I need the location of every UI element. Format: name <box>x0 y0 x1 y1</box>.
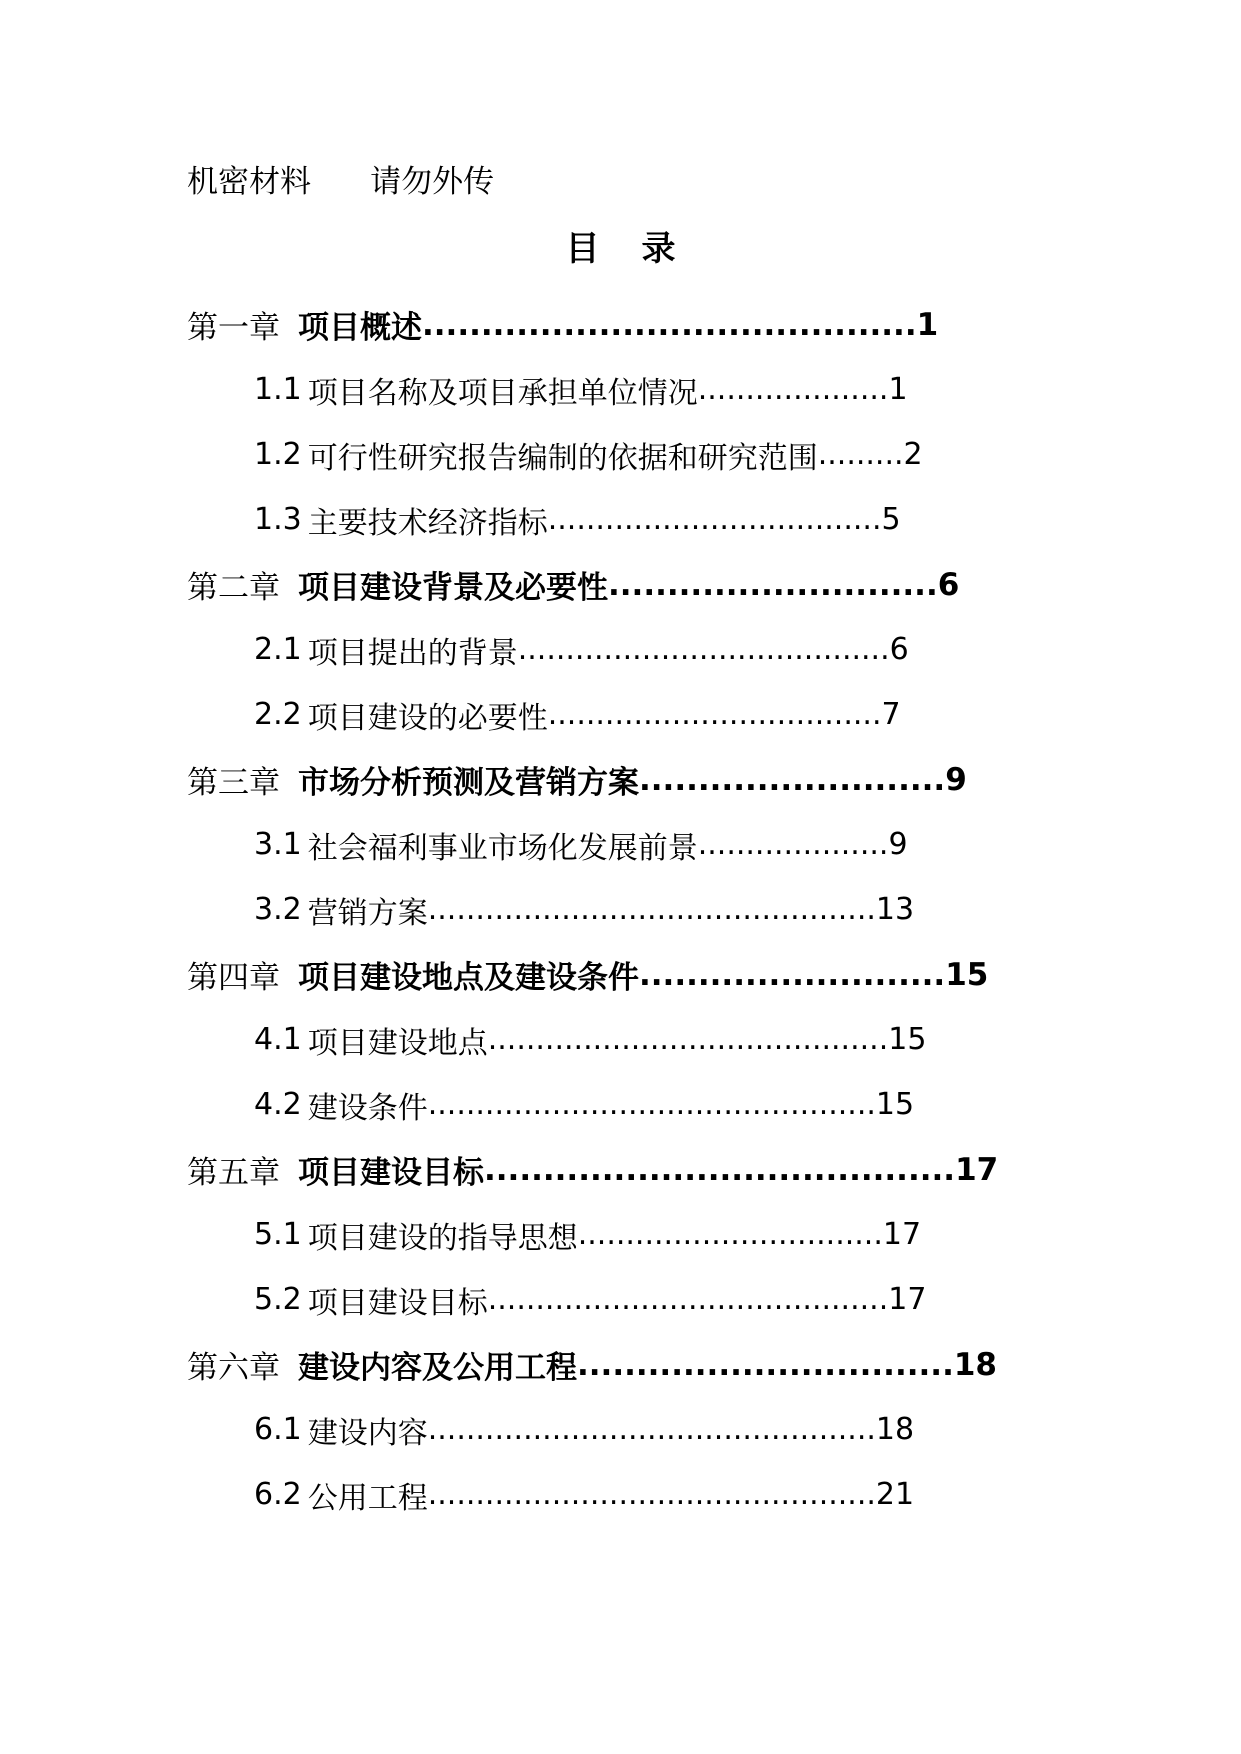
toc-title-right: 录 <box>641 229 676 269</box>
toc-entry-section-4-2[interactable] <box>0 1072 1241 1137</box>
toc-entry-section-1-1[interactable] <box>0 357 1241 422</box>
chapter-number: 第五章 <box>187 1155 280 1191</box>
toc-title <box>0 227 1241 271</box>
section-number: 5.2 <box>254 1282 302 1317</box>
toc-entry-chapter-1[interactable] <box>0 292 1241 357</box>
toc-entry-section-6-2[interactable] <box>0 1462 1241 1527</box>
toc-entry-chapter-6[interactable] <box>0 1332 1241 1397</box>
section-title: 建设内容 <box>307 1415 428 1451</box>
leader-dots: ............................................... <box>427 1477 876 1512</box>
confidential-notice: 机密材料 请勿外传 <box>187 164 495 200</box>
section-title: 主要技术经济指标 <box>307 505 548 541</box>
toc-entry-section-3-1[interactable] <box>0 812 1241 877</box>
section-number: 1.2 <box>254 437 302 472</box>
section-title: 项目建设的指导思想 <box>307 1220 578 1256</box>
page-number: 18 <box>875 1412 915 1447</box>
page-number: 15 <box>888 1022 927 1057</box>
toc-entry-section-1-3[interactable] <box>0 487 1241 552</box>
chapter-number: 第四章 <box>187 960 280 996</box>
section-title: 公用工程 <box>307 1480 428 1516</box>
leader-dots: .......................................... <box>487 1282 889 1317</box>
page-number: 7 <box>881 697 901 732</box>
section-title: 项目名称及项目承担单位情况 <box>307 375 698 411</box>
table-of-contents <box>0 292 1241 1527</box>
chapter-number: 第三章 <box>187 765 280 801</box>
toc-entry-section-4-1[interactable] <box>0 1007 1241 1072</box>
toc-entry-section-6-1[interactable] <box>0 1397 1241 1462</box>
section-number: 6.2 <box>254 1477 302 1512</box>
leader-dots: .......................... <box>639 956 946 993</box>
leader-dots: .......................... <box>639 761 946 798</box>
leader-dots: ................................... <box>547 697 882 732</box>
section-number: 4.2 <box>254 1087 302 1122</box>
toc-entry-section-5-1[interactable] <box>0 1202 1241 1267</box>
toc-entry-section-2-1[interactable] <box>0 617 1241 682</box>
section-title: 项目建设的必要性 <box>307 700 548 736</box>
leader-dots: ....................................... <box>517 632 890 667</box>
page-number: 21 <box>875 1477 915 1512</box>
page-number: 9 <box>888 827 908 862</box>
toc-title-left: 目 <box>565 229 600 269</box>
page-number: 17 <box>882 1217 922 1252</box>
leader-dots: .................... <box>697 827 889 862</box>
section-title: 营销方案 <box>307 895 428 931</box>
page-number: 17 <box>888 1282 927 1317</box>
chapter-title: 建设内容及公用工程 <box>298 1350 577 1386</box>
page-number: 9 <box>945 761 967 798</box>
page-number: 1 <box>916 306 939 343</box>
page-number: 15 <box>945 956 989 993</box>
leader-dots: ............................................... <box>427 1087 876 1122</box>
section-title: 项目建设目标 <box>307 1285 488 1321</box>
section-number: 1.3 <box>254 502 302 537</box>
leader-dots: ......... <box>817 437 904 472</box>
section-number: 3.2 <box>254 892 302 927</box>
leader-dots: .......................................... <box>422 306 917 343</box>
page-number: 2 <box>903 437 923 472</box>
section-number: 1.1 <box>254 372 302 407</box>
section-number: 4.1 <box>254 1022 302 1057</box>
section-title: 可行性研究报告编制的依据和研究范围 <box>307 440 818 476</box>
chapter-title: 项目建设地点及建设条件 <box>298 960 639 996</box>
page-number: 13 <box>875 892 915 927</box>
toc-entry-chapter-4[interactable] <box>0 942 1241 1007</box>
page-number: 6 <box>937 566 960 603</box>
leader-dots: ............................................... <box>427 1412 876 1447</box>
page-number: 1 <box>888 372 908 407</box>
section-title: 建设条件 <box>307 1090 428 1126</box>
section-title: 项目提出的背景 <box>307 635 518 671</box>
leader-dots: ................................ <box>577 1217 883 1252</box>
leader-dots: ................................ <box>577 1346 954 1383</box>
leader-dots: ................................... <box>547 502 882 537</box>
page-number: 15 <box>875 1087 915 1122</box>
section-title: 社会福利事业市场化发展前景 <box>307 830 698 866</box>
page-number: 5 <box>881 502 901 537</box>
leader-dots: .......................................... <box>487 1022 889 1057</box>
section-number: 2.2 <box>254 697 302 732</box>
toc-entry-section-2-2[interactable] <box>0 682 1241 747</box>
chapter-title: 项目建设目标 <box>298 1155 484 1191</box>
toc-entry-chapter-3[interactable] <box>0 747 1241 812</box>
chapter-title: 项目建设背景及必要性 <box>298 570 608 606</box>
chapter-number: 第二章 <box>187 570 280 606</box>
leader-dots: ............................................... <box>427 892 876 927</box>
chapter-number: 第一章 <box>187 310 280 346</box>
section-title: 项目建设地点 <box>307 1025 488 1061</box>
page-number: 18 <box>953 1346 997 1383</box>
leader-dots: ........................................ <box>484 1151 956 1188</box>
section-number: 3.1 <box>254 827 302 862</box>
toc-entry-section-1-2[interactable] <box>0 422 1241 487</box>
page-number: 6 <box>889 632 909 667</box>
chapter-title: 市场分析预测及营销方案 <box>298 765 639 801</box>
page-number: 17 <box>955 1151 999 1188</box>
section-number: 2.1 <box>254 632 302 667</box>
toc-entry-section-5-2[interactable] <box>0 1267 1241 1332</box>
leader-dots: ............................ <box>608 566 938 603</box>
toc-entry-chapter-2[interactable] <box>0 552 1241 617</box>
toc-entry-section-3-2[interactable] <box>0 877 1241 942</box>
section-number: 6.1 <box>254 1412 302 1447</box>
toc-entry-chapter-5[interactable] <box>0 1137 1241 1202</box>
leader-dots: .................... <box>697 372 889 407</box>
chapter-number: 第六章 <box>187 1350 280 1386</box>
section-number: 5.1 <box>254 1217 302 1252</box>
chapter-title: 项目概述 <box>298 310 422 346</box>
